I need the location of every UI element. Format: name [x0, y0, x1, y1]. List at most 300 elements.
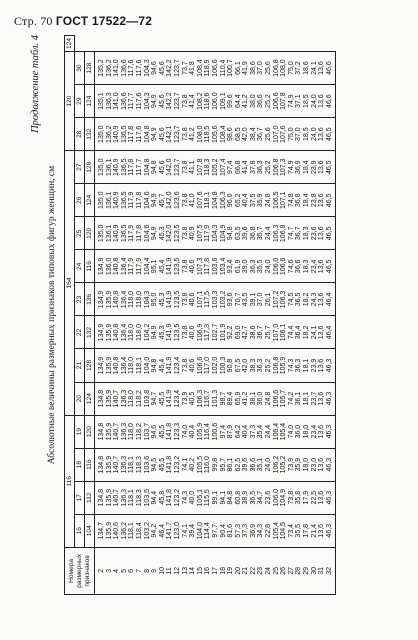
table-cell: 94,6: [151, 415, 159, 448]
table-cell: 106,3: [220, 184, 228, 217]
table-cell: 142,2: [166, 52, 174, 85]
table-cell: 136,4: [121, 250, 129, 283]
table-cell: 93,4: [227, 250, 235, 283]
table-cell: 25,2: [265, 151, 273, 184]
table-cell: 18,3: [303, 217, 311, 250]
table-cell: 104,8: [212, 184, 220, 217]
column-number: 22: [75, 316, 85, 349]
table-cell: 117,6: [136, 85, 144, 118]
table-cell: 134,9: [95, 316, 106, 349]
table-cell: 141,8: [166, 448, 174, 481]
table-cell: 96,0: [227, 184, 235, 217]
table-cell: 43,5: [242, 283, 250, 316]
table-cell: 106,4: [273, 415, 281, 448]
table-cell: 118,1: [128, 481, 136, 514]
column-number: 25: [75, 217, 85, 250]
table-cell: 67,5: [235, 349, 243, 382]
table-cell: 117,8: [136, 217, 144, 250]
table-cell: 37,5: [250, 184, 258, 217]
table-cell: 108,4: [197, 52, 205, 85]
table-row: [326, 36, 336, 595]
table-cell: 135,9: [106, 514, 114, 547]
table-cell: 135,9: [106, 283, 114, 316]
table-cell: 73,8: [182, 283, 190, 316]
table-cell: 100,6: [212, 415, 220, 448]
table-cell: 18,0: [303, 448, 311, 481]
table-cell: 40,4: [189, 415, 197, 448]
size-header: 104: [85, 514, 95, 547]
table-cell: 103,7: [144, 415, 152, 448]
table-cell: 46,3: [326, 415, 336, 448]
table-cell: 110,4: [220, 52, 228, 85]
table-cell: 123,7: [174, 52, 182, 85]
table-cell: 45,4: [159, 349, 167, 382]
table-cell: 117,9: [128, 184, 136, 217]
table-cell: 18,3: [303, 250, 311, 283]
table-cell: 104,6: [144, 217, 152, 250]
table-cell: 13,6: [318, 448, 326, 481]
table-cell: 75,0: [288, 118, 296, 151]
table-cell: 62,5: [235, 448, 243, 481]
table-cell: 104,5: [280, 514, 288, 547]
table-cell: 46,6: [326, 52, 336, 85]
table-cell: 136,5: [121, 184, 129, 217]
table-cell: 103,2: [220, 283, 228, 316]
table-cell: 73,9: [182, 382, 190, 415]
size-header: 128: [85, 151, 95, 184]
table-cell: 123,6: [174, 184, 182, 217]
table-cell: 66,1: [235, 52, 243, 85]
table-cell: 36,4: [295, 316, 303, 349]
table-cell: 117,3: [204, 316, 212, 349]
table-cell: 136,1: [106, 184, 114, 217]
table-cell: 117,9: [128, 250, 136, 283]
table-cell: 73,8: [288, 481, 296, 514]
table-cell: 123,0: [174, 514, 182, 547]
table-cell: 136,2: [106, 118, 114, 151]
table-cell: 106,0: [212, 85, 220, 118]
table-row: [220, 36, 228, 595]
table-cell: 105,9: [197, 415, 205, 448]
table-row: [280, 36, 288, 595]
table-cell: 136,4: [121, 316, 129, 349]
size-header: 136: [85, 283, 95, 316]
table-row: [151, 36, 159, 595]
table-cell: 102,0: [212, 349, 220, 382]
size-header: 124: [85, 85, 95, 118]
table-cell: 123,4: [174, 382, 182, 415]
table-cell: 103,4: [220, 250, 228, 283]
table-cell: 103,5: [144, 481, 152, 514]
table-cell: 37,2: [295, 52, 303, 85]
table-cell: 73,8: [182, 316, 190, 349]
table-cell: 135,0: [95, 151, 106, 184]
table-row: [288, 36, 296, 595]
table-cell: 73,8: [182, 151, 190, 184]
table-cell: 13,6: [318, 316, 326, 349]
table-cell: 18,5: [303, 85, 311, 118]
table-cell: 134,9: [95, 283, 106, 316]
table-cell: 25,7: [265, 316, 273, 349]
table-cell: 140,9: [113, 118, 121, 151]
table-cell: 46,3: [326, 481, 336, 514]
table-cell: 41,8: [189, 52, 197, 85]
table-cell: 74,4: [288, 316, 296, 349]
table-cell: 141,7: [166, 514, 174, 547]
table-cell: 108,0: [280, 52, 288, 85]
table-cell: 38,0: [250, 85, 258, 118]
table-cell: 24,0: [265, 448, 273, 481]
table-cell: 18,1: [303, 349, 311, 382]
table-cell: 136,6: [121, 52, 129, 85]
table-cell: 45,4: [159, 250, 167, 283]
table-cell: 36,8: [250, 217, 258, 250]
table-cell: 94,2: [151, 514, 159, 547]
table-cell: 136,3: [121, 382, 129, 415]
table-cell: 94,5: [151, 448, 159, 481]
table-cell: 117,5: [204, 283, 212, 316]
row-number: 29: [303, 547, 311, 594]
table-cell: 107,2: [273, 283, 281, 316]
column-number: 23: [75, 283, 85, 316]
table-cell: 106,0: [273, 481, 281, 514]
table-cell: 40,6: [189, 250, 197, 283]
table-cell: 107,6: [280, 118, 288, 151]
table-cell: 123,5: [174, 250, 182, 283]
row-number: 8: [144, 547, 152, 594]
table-cell: 74,1: [182, 448, 190, 481]
table-cell: 117,8: [204, 250, 212, 283]
table-cell: 18,6: [303, 52, 311, 85]
table-cell: 36,7: [295, 217, 303, 250]
table-cell: 18,2: [303, 283, 311, 316]
table-cell: 89,4: [227, 382, 235, 415]
table-cell: 86,1: [227, 448, 235, 481]
table-cell: 25,6: [265, 52, 273, 85]
table-cell: 24,0: [311, 118, 319, 151]
table-cell: 123,2: [174, 448, 182, 481]
row-number: 22: [250, 547, 258, 594]
table-cell: 38,3: [250, 349, 258, 382]
table-row: [250, 36, 258, 595]
table-cell: 106,6: [212, 52, 220, 85]
table-cell: 104,0: [197, 514, 205, 547]
table-cell: 104,3: [144, 283, 152, 316]
table-cell: 140,8: [113, 316, 121, 349]
table-cell: 18,1: [303, 382, 311, 415]
table-cell: 37,0: [295, 118, 303, 151]
table-cell: 118,1: [128, 514, 136, 547]
row-number: 12: [174, 547, 182, 594]
table-cell: 45,6: [159, 85, 167, 118]
table-cell: 117,6: [128, 52, 136, 85]
table-cell: 13,6: [318, 184, 326, 217]
table-cell: 45,7: [159, 184, 167, 217]
table-cell: 118,0: [128, 349, 136, 382]
table-cell: 108,0: [197, 118, 205, 151]
table-cell: 37,0: [257, 52, 265, 85]
row-number: 31: [318, 547, 326, 594]
table-cell: 40,0: [189, 481, 197, 514]
table-cell: 105,4: [273, 514, 281, 547]
table-cell: 134,8: [95, 415, 106, 448]
table-cell: 38,6: [250, 52, 258, 85]
table-cell: 46,4: [159, 514, 167, 547]
table-cell: 97,4: [220, 415, 228, 448]
table-cell: 57,3: [235, 514, 243, 547]
table-row: [273, 36, 281, 595]
table-cell: 136,4: [121, 349, 129, 382]
table-cell: 46,5: [326, 250, 336, 283]
table-cell: 136,5: [121, 151, 129, 184]
size-header: 112: [85, 481, 95, 514]
table-cell: 40,4: [242, 415, 250, 448]
column-number: 18: [75, 448, 85, 481]
table-cell: 105,2: [212, 151, 220, 184]
height-group-header: 116: [65, 415, 75, 547]
table-cell: 118,0: [128, 415, 136, 448]
table-cell: 21,4: [311, 514, 319, 547]
table-cell: 74,0: [182, 415, 190, 448]
table-cell: 118,0: [128, 382, 136, 415]
row-number: 16: [204, 547, 212, 594]
table-cell: 134,8: [95, 481, 106, 514]
table-cell: 106,8: [273, 349, 281, 382]
table-cell: 74,7: [288, 217, 296, 250]
table-cell: 116,4: [204, 415, 212, 448]
table-cell: 118,6: [204, 85, 212, 118]
table-cell: 17,8: [303, 514, 311, 547]
table-cell: 136,5: [121, 118, 129, 151]
table-cell: 117,8: [136, 184, 144, 217]
table-cell: 117,0: [204, 349, 212, 382]
table-cell: 140,8: [113, 283, 121, 316]
table-cell: 13,6: [318, 415, 326, 448]
table-cell: 36,6: [295, 250, 303, 283]
table-row: [295, 36, 303, 595]
table-cell: 142,0: [166, 184, 174, 217]
table-cell: 104,0: [144, 349, 152, 382]
row-number: 23: [257, 547, 265, 594]
table-cell: 140,7: [113, 481, 121, 514]
table-cell: 141,8: [166, 481, 174, 514]
table-cell: 107,3: [280, 151, 288, 184]
table-cell: 104,3: [144, 52, 152, 85]
table-cell: 105,4: [280, 415, 288, 448]
table-cell: 107,8: [197, 151, 205, 184]
table-cell: 95,0: [151, 283, 159, 316]
row-number: 2: [95, 547, 106, 594]
table-cell: 74,9: [288, 85, 296, 118]
table-cell: 135,9: [106, 448, 114, 481]
table-cell: 106,3: [273, 217, 281, 250]
table-cell: 13,6: [318, 514, 326, 547]
table-cell: 73,9: [288, 448, 296, 481]
table-cell: 34,3: [257, 514, 265, 547]
table-cell: 18,2: [303, 316, 311, 349]
table-cell: 135,9: [106, 415, 114, 448]
table-cell: 101,9: [220, 316, 228, 349]
table-cell: 37,3: [250, 415, 258, 448]
table-cell: 118,4: [136, 514, 144, 547]
table-row: [136, 36, 144, 595]
table-cell: 87,9: [227, 415, 235, 448]
table-cell: 65,2: [235, 184, 243, 217]
table-cell: 141,9: [166, 283, 174, 316]
table-cell: 94,9: [151, 184, 159, 217]
table-cell: 38,4: [250, 118, 258, 151]
table-cell: 141,0: [113, 85, 121, 118]
table-cell: 134,9: [95, 250, 106, 283]
table-cell: 13,6: [318, 151, 326, 184]
table-cell: 73,8: [182, 349, 190, 382]
table-cell: 75,0: [288, 52, 296, 85]
table-cell: 117,6: [136, 52, 144, 85]
table-cell: 35,7: [257, 217, 265, 250]
table-cell: 36,7: [257, 316, 265, 349]
table-cell: 107,8: [280, 85, 288, 118]
table-cell: 106,5: [273, 184, 281, 217]
table-cell: 99,6: [227, 85, 235, 118]
table-cell: 117,8: [128, 118, 136, 151]
table-cell: 24,0: [265, 250, 273, 283]
table-cell: 36,0: [295, 415, 303, 448]
table-cell: 134,8: [95, 382, 106, 415]
table-cell: 73,8: [182, 184, 190, 217]
row-number: 15: [197, 547, 205, 594]
table-cell: 140,8: [113, 250, 121, 283]
table-cell: 74,0: [288, 415, 296, 448]
table-cell: 109,1: [220, 85, 228, 118]
table-cell: 46,4: [326, 316, 336, 349]
table-cell: 23,8: [311, 184, 319, 217]
size-header: 132: [85, 316, 95, 349]
table-row: [311, 36, 319, 595]
table-cell: 123,2: [174, 481, 182, 514]
table-cell: 45,6: [159, 151, 167, 184]
table-cell: 39,4: [189, 514, 197, 547]
table-cell: 17,9: [303, 481, 311, 514]
table-cell: 25,2: [265, 85, 273, 118]
table-cell: 114,4: [204, 514, 212, 547]
table-cell: 107,0: [273, 118, 281, 151]
table-cell: 123,3: [174, 415, 182, 448]
row-number: 4: [113, 547, 121, 594]
table-row: [318, 36, 326, 595]
table-cell: 46,3: [326, 349, 336, 382]
table-cell: 115,5: [204, 481, 212, 514]
table-row: [174, 36, 182, 595]
table-cell: 94,9: [151, 316, 159, 349]
height-group-header: 124: [65, 36, 75, 52]
table-cell: 107,4: [220, 151, 228, 184]
table-cell: 23,9: [311, 349, 319, 382]
page-number: Стр. 70: [14, 14, 53, 28]
row-number: 9: [151, 547, 159, 594]
table-cell: 142,0: [166, 217, 174, 250]
table-cell: 40,9: [189, 217, 197, 250]
table-cell: 141,9: [166, 250, 174, 283]
table-cell: 40,6: [189, 283, 197, 316]
table-cell: 136,3: [121, 448, 129, 481]
table-cell: 94,9: [151, 85, 159, 118]
table-cell: 45,6: [159, 118, 167, 151]
table-row: [265, 36, 273, 595]
table-cell: 42,0: [242, 349, 250, 382]
table-cell: 99,1: [212, 481, 220, 514]
column-number: 30: [75, 52, 85, 85]
table-cell: 94,7: [151, 382, 159, 415]
table-cell: 22,5: [311, 481, 319, 514]
table-cell: 74,5: [288, 283, 296, 316]
table-cell: 69,0: [235, 316, 243, 349]
table-cell: 123,5: [174, 217, 182, 250]
table-cell: 94,9: [151, 118, 159, 151]
table-row: [166, 36, 174, 595]
table-cell: 104,3: [144, 85, 152, 118]
table-cell: 40,6: [189, 349, 197, 382]
table-cell: 104,8: [144, 118, 152, 151]
table-cell: 64,2: [235, 415, 243, 448]
table-cell: 106,6: [273, 85, 281, 118]
table-cell: 36,9: [250, 514, 258, 547]
table-cell: 141,8: [166, 415, 174, 448]
table-row: [227, 36, 235, 595]
table-row: [95, 36, 106, 595]
table-cell: 104,8: [144, 151, 152, 184]
table-cell: 136,1: [106, 151, 114, 184]
table-cell: 135,0: [95, 217, 106, 250]
table-cell: 23,6: [311, 217, 319, 250]
measurements-table: [64, 35, 336, 595]
table-cell: 135,9: [106, 316, 114, 349]
table-cell: 46,5: [326, 217, 336, 250]
table-cell: 41,0: [189, 184, 197, 217]
table-cell: 134,8: [95, 448, 106, 481]
table-cell: 36,3: [250, 250, 258, 283]
size-header: 128: [85, 52, 95, 85]
table-row: [235, 36, 243, 595]
table-cell: 118,3: [136, 481, 144, 514]
table-cell: 63,5: [235, 217, 243, 250]
table-row: [303, 36, 311, 595]
table-cell: 100,3: [220, 349, 228, 382]
table-cell: 45,3: [159, 316, 167, 349]
table-cell: 94,1: [220, 481, 228, 514]
table-cell: 38,9: [242, 481, 250, 514]
table-cell: 73,8: [182, 118, 190, 151]
table-cell: 39,6: [242, 217, 250, 250]
table-cell: 73,4: [288, 514, 296, 547]
table-cell: 39,6: [242, 448, 250, 481]
table-cell: 13,6: [318, 85, 326, 118]
row-number: 17: [212, 547, 220, 594]
table-cell: 73,8: [182, 250, 190, 283]
column-number: 16: [75, 514, 85, 547]
table-cell: 93,6: [227, 283, 235, 316]
table-cell: 94,8: [151, 151, 159, 184]
row-number: 13: [182, 547, 190, 594]
table-cell: 35,4: [257, 415, 265, 448]
table-cell: 103,3: [212, 283, 220, 316]
table-cell: 41,4: [242, 151, 250, 184]
table-cell: 36,6: [257, 85, 265, 118]
table-cell: 23,4: [311, 250, 319, 283]
table-cell: 23,0: [311, 448, 319, 481]
table-cell: 74,3: [288, 349, 296, 382]
row-number: 10: [159, 547, 167, 594]
table-cell: 40,2: [189, 448, 197, 481]
